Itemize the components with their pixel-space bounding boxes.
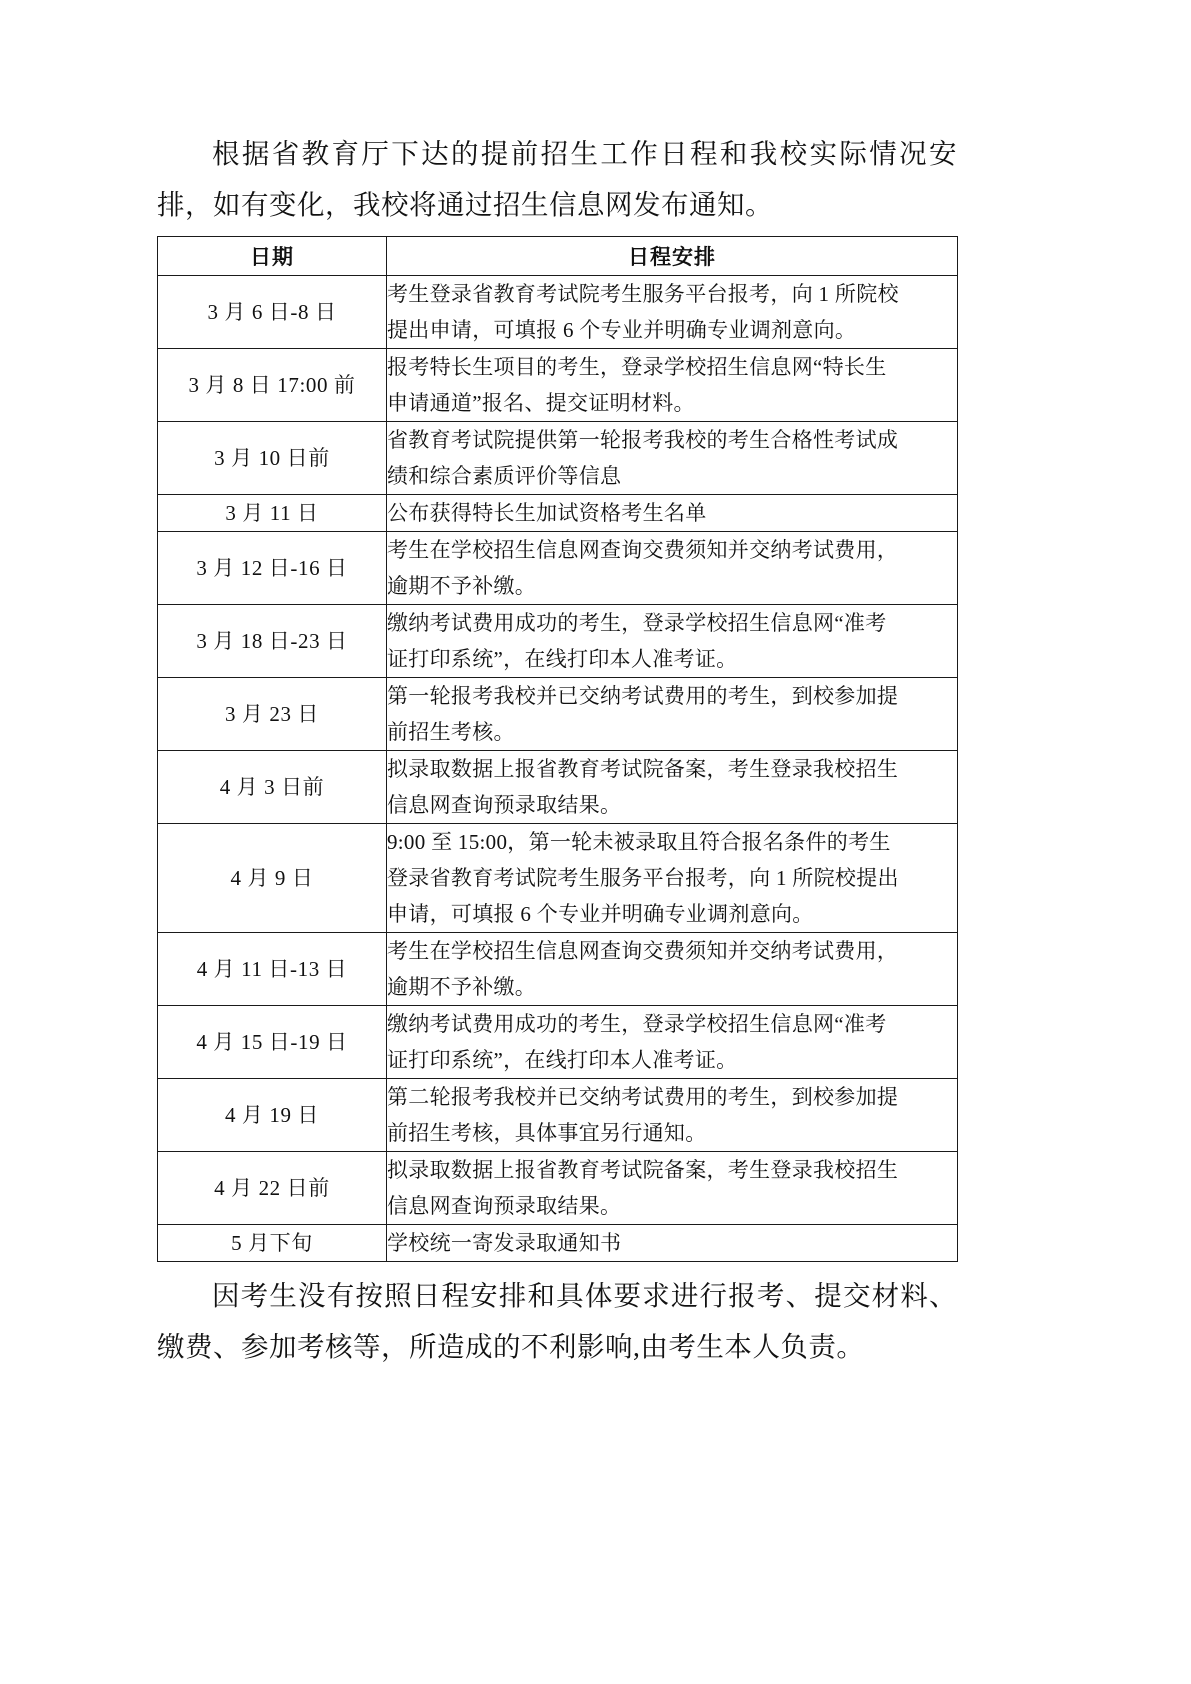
- schedule-description-line: 报考特长生项目的考生，登录学校招生信息网“特长生: [387, 355, 887, 379]
- schedule-description-line: 省教育考试院提供第一轮报考我校的考生合格性考试成: [387, 428, 899, 452]
- schedule-date-cell: 3 月 8 日 17:00 前: [158, 349, 387, 422]
- schedule-description-line: 缴纳考试费用成功的考生，登录学校招生信息网“准考: [387, 1012, 887, 1036]
- schedule-description-line: 前招生考核。: [387, 720, 515, 744]
- schedule-description-line: 考生在学校招生信息网查询交费须知并交纳考试费用，: [387, 939, 899, 963]
- schedule-description-cell: [387, 1006, 958, 1079]
- schedule-description-cell: [387, 422, 958, 495]
- schedule-description-line: 信息网查询预录取结果。: [387, 793, 622, 817]
- table-row: [158, 532, 958, 605]
- schedule-date-cell: 4 月 11 日-13 日: [158, 933, 387, 1006]
- schedule-description-line: 信息网查询预录取结果。: [387, 1194, 622, 1218]
- schedule-description-line: 公布获得特长生加试资格考生名单: [387, 501, 707, 525]
- schedule-date-cell: 4 月 22 日前: [158, 1152, 387, 1225]
- document-content: [157, 128, 957, 1372]
- table-row: [158, 276, 958, 349]
- schedule-description-cell: [387, 1079, 958, 1152]
- table-body: [158, 276, 958, 1262]
- schedule-description-cell: [387, 532, 958, 605]
- schedule-date-cell: 4 月 15 日-19 日: [158, 1006, 387, 1079]
- schedule-description-line: 证打印系统”，在线打印本人准考证。: [387, 1048, 738, 1072]
- schedule-description-line: 提出申请，可填报 6 个专业并明确专业调剂意向。: [387, 318, 857, 342]
- table-row: [158, 1006, 958, 1079]
- table-row: [158, 422, 958, 495]
- schedule-description-line: 登录省教育考试院考生服务平台报考，向 1 所院校提出: [387, 866, 899, 890]
- schedule-date-cell: 3 月 23 日: [158, 678, 387, 751]
- schedule-date-cell: 4 月 9 日: [158, 824, 387, 933]
- schedule-description-line: 证打印系统”，在线打印本人准考证。: [387, 647, 738, 671]
- schedule-description-cell: [387, 678, 958, 751]
- table-row: [158, 349, 958, 422]
- table-row: [158, 1079, 958, 1152]
- schedule-description-line: 逾期不予补缴。: [387, 975, 537, 999]
- schedule-description-cell: [387, 349, 958, 422]
- column-header-schedule: 日程安排: [387, 237, 958, 276]
- table-row: [158, 933, 958, 1006]
- schedule-date-cell: 3 月 12 日-16 日: [158, 532, 387, 605]
- schedule-date-cell: 5 月下旬: [158, 1225, 387, 1262]
- schedule-description-line: 9:00 至 15:00，第一轮未被录取且符合报名条件的考生: [387, 830, 891, 854]
- schedule-description-cell: [387, 276, 958, 349]
- column-header-date: 日期: [158, 237, 387, 276]
- schedule-description-line: 拟录取数据上报省教育考试院备案，考生登录我校招生: [387, 1158, 899, 1182]
- schedule-description-cell: [387, 933, 958, 1006]
- schedule-date-cell: 4 月 3 日前: [158, 751, 387, 824]
- table-row: [158, 824, 958, 933]
- admission-schedule-table: [157, 236, 958, 1262]
- schedule-description-cell: [387, 1152, 958, 1225]
- schedule-description-line: 学校统一寄发录取通知书: [387, 1231, 622, 1255]
- schedule-date-cell: 4 月 19 日: [158, 1079, 387, 1152]
- schedule-description-line: 拟录取数据上报省教育考试院备案，考生登录我校招生: [387, 757, 899, 781]
- schedule-description-cell: [387, 495, 958, 532]
- schedule-description-cell: [387, 751, 958, 824]
- intro-paragraph: 根据省教育厅下达的提前招生工作日程和我校实际情况安排，如有变化，我校将通过招生信息网发布通知。: [157, 138, 957, 220]
- table-header-row: [158, 237, 958, 276]
- schedule-description-cell: [387, 1225, 958, 1262]
- schedule-description-line: 考生登录省教育考试院考生服务平台报考，向 1 所院校: [387, 282, 899, 306]
- table-row: [158, 1225, 958, 1262]
- schedule-description-line: 第二轮报考我校并已交纳考试费用的考生，到校参加提: [387, 1085, 899, 1109]
- schedule-description-line: 绩和综合素质评价等信息: [387, 464, 622, 488]
- schedule-description-line: 申请通道”报名、提交证明材料。: [387, 391, 695, 415]
- schedule-description-line: 第一轮报考我校并已交纳考试费用的考生，到校参加提: [387, 684, 899, 708]
- schedule-date-cell: 3 月 18 日-23 日: [158, 605, 387, 678]
- table-row: [158, 495, 958, 532]
- schedule-description-line: 逾期不予补缴。: [387, 574, 537, 598]
- schedule-date-cell: 3 月 6 日-8 日: [158, 276, 387, 349]
- schedule-description-cell: [387, 824, 958, 933]
- schedule-description-line: 缴纳考试费用成功的考生，登录学校招生信息网“准考: [387, 611, 887, 635]
- table-row: [158, 678, 958, 751]
- closing-paragraph: 因考生没有按照日程安排和具体要求进行报考、提交材料、缴费、参加考核等，所造成的不利影响,由考生本人负责。: [157, 1280, 957, 1362]
- schedule-date-cell: 3 月 10 日前: [158, 422, 387, 495]
- schedule-description-line: 前招生考核，具体事宜另行通知。: [387, 1121, 707, 1145]
- schedule-description-line: 申请，可填报 6 个专业并明确专业调剂意向。: [387, 902, 814, 926]
- schedule-date-cell: 3 月 11 日: [158, 495, 387, 532]
- table-row: [158, 1152, 958, 1225]
- schedule-description-cell: [387, 605, 958, 678]
- table-row: [158, 751, 958, 824]
- schedule-description-line: 考生在学校招生信息网查询交费须知并交纳考试费用，: [387, 538, 899, 562]
- table-row: [158, 605, 958, 678]
